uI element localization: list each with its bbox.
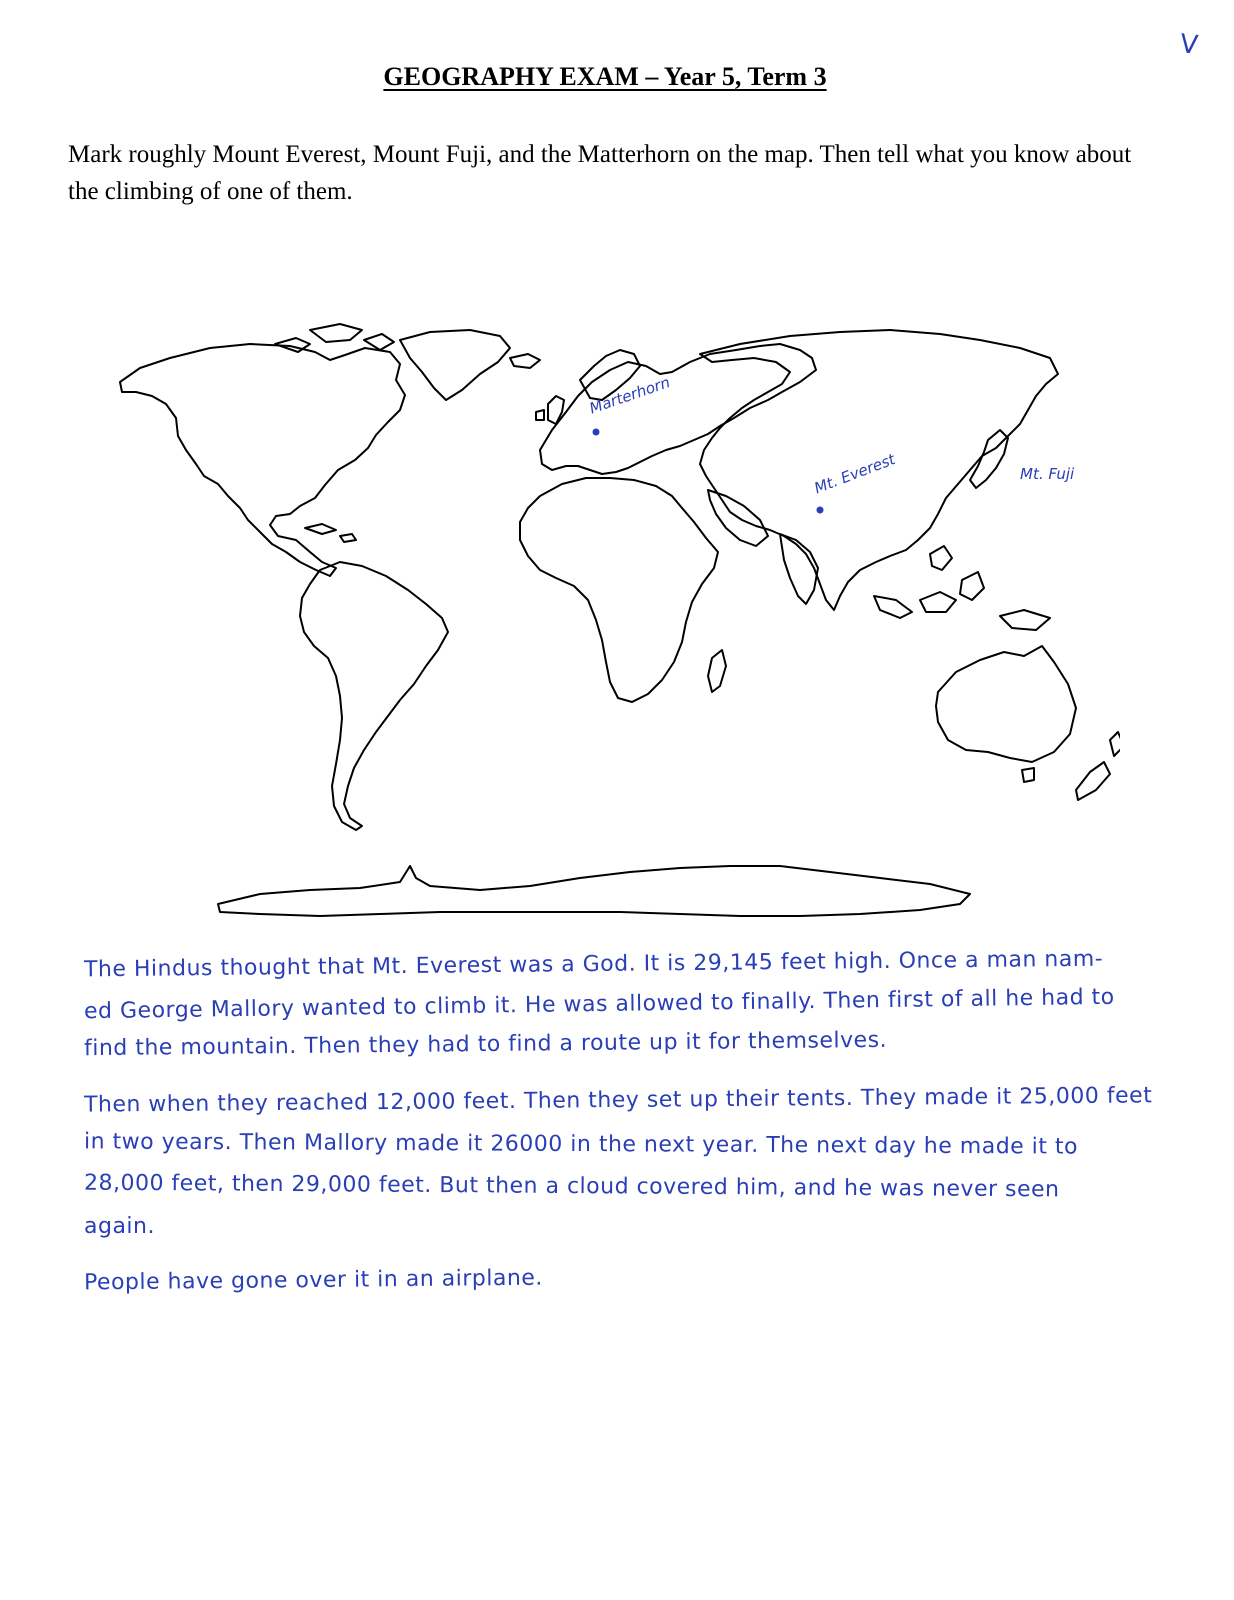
answer-line: Then when they reached 12,000 feet. Then they set up their tents. They made it 25,000 feet [83,1083,1153,1118]
europe-outline [540,344,816,474]
grade-mark: V [1178,29,1200,61]
everest-label: Mt. Everest [811,450,898,498]
south-america-outline [300,562,448,830]
everest-marker [817,507,824,514]
north-america-outline [120,344,405,576]
japan-outline [970,430,1008,488]
britain-outline [548,396,564,424]
antarctica-outline [218,866,970,916]
answer-line: again. [84,1214,155,1239]
matterhorn-marker [593,429,600,436]
fuji-label: Mt. Fuji [1020,465,1075,483]
answer-line: in two years. Then Mallory made it 26000 in the next year. The next day he made it to [83,1129,1079,1160]
exam-question: Mark roughly Mount Everest, Mount Fuji, and the Matterhorn on the map. Then tell what you know about the climbing of one of them. [68,141,1132,205]
iceland-outline [510,354,540,368]
answer-line: People have gone over it in an airplane. [83,1265,543,1296]
india-outline [780,534,818,604]
answer-line: ed George Mallory wanted to climb it. He was allowed to finally. Then first of all he had to [83,984,1115,1025]
new-zealand-outline [1110,732,1120,756]
answer-line: 28,000 feet, then 29,000 feet. But then a cloud covered him, and he was never seen [83,1170,1060,1203]
australia-outline [936,646,1076,762]
answer-line: The Hindus thought that Mt. Everest was a God. It is 29,145 feet high. Once a man nam- [83,946,1104,983]
world-map [100,300,1120,940]
exam-title: GEOGRAPHY EXAM – Year 5, Term 3 [383,62,827,91]
matterhorn-label: Marterhorn [587,373,673,418]
madagascar-outline [708,650,726,692]
answer-line: find the mountain. Then they had to find a route up it for themselves. [83,1027,888,1062]
africa-outline [520,478,718,702]
greenland-outline [400,330,510,400]
